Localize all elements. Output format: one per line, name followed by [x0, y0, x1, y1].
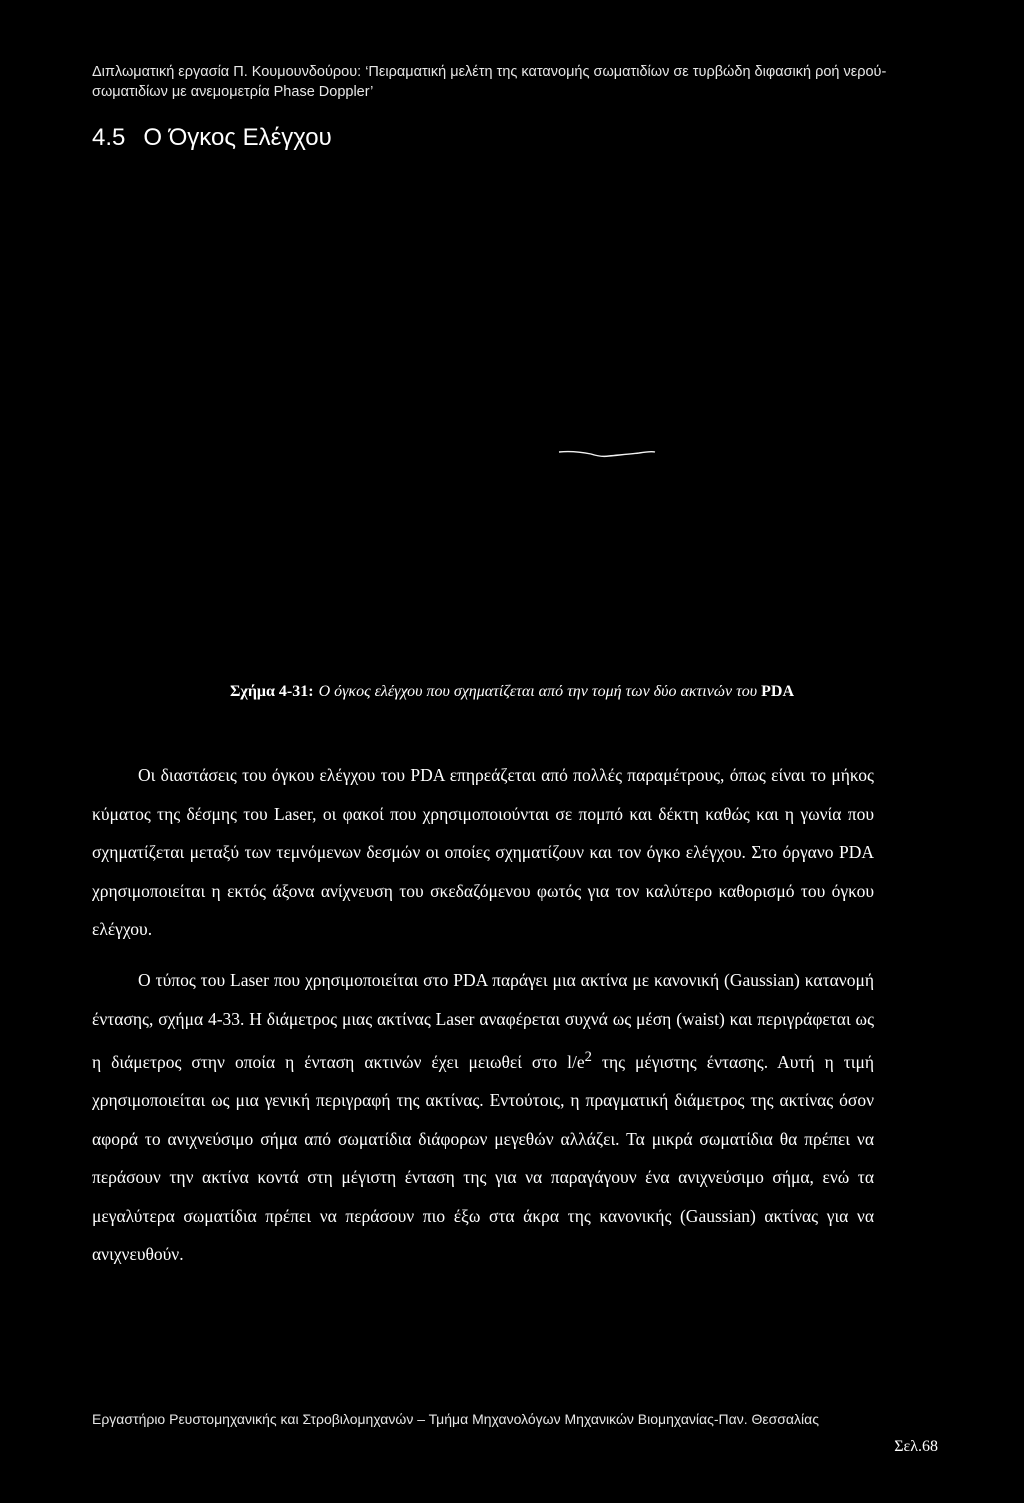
running-footer: Εργαστήριο Ρευστομηχανικής και Στροβιλομηχανών – Τμήμα Μηχανολόγων Μηχανικών Βιομηχανίας-Παν. Θεσσαλίας	[92, 1411, 819, 1427]
figure-remnant-mark	[557, 449, 657, 461]
paragraph-2	[92, 961, 874, 1274]
section-number: 4.5	[92, 124, 126, 151]
paragraph-1-text: Οι διαστάσεις του όγκου ελέγχου του PDA επηρεάζεται από πολλές παραμέτρους, όπως είναι το μήκος κύματος της δέσμης του Laser, οι φακοί που χρησιμοποιούνται σε πομπό και δέκτη καθώς και η γωνία που σχηματίζεται μεταξύ των τεμνόμενων δεσμών οι οποίες σχηματίζουν και τον όγκο ελέγχου. Στο όργανο PDA χρησιμοποιείται η εκτός άξονα ανίχνευση του σκεδαζόμενου φωτός για τον καλύτερο καθορισμό του όγκου ελέγχου.	[92, 765, 874, 939]
paragraph-2-text-start: Ο τύπος του Laser που χρησιμοποιείται στο PDA παράγει μια ακτίνα με κανονική (Gaussian) κατανομή έντασης, σχήμα 4-33. Η διάμετρος μιας ακτίνας Laser αναφέρεται συχνά ως μέση (waist) και περιγράφεται ως η διάμετρος στην οποία η ένταση ακτινών έχει μειωθεί στο l/e	[92, 970, 874, 1072]
section-heading	[92, 124, 332, 152]
figure-caption	[0, 683, 1024, 701]
running-header: Διπλωματική εργασία Π. Κουμουνδούρου: ‘Πειραματική μελέτη της κατανομής σωματιδίων σε τυρβώδη διφασική ροή νερού-σωματιδίων με ανεμομετρία Phase Doppler’	[92, 64, 887, 100]
paragraph-2-text-end: της μέγιστης έντασης. Αυτή η τιμή χρησιμοποιείται ως μια γενική περιγραφή της ακτίνας. Εντούτοις, η πραγματική διάμετρος της ακτίνας όσον αφορά το ανιχνεύσιμο σήμα από σωματίδια διάφορων μεγεθών αλλάζει. Τα μικρά σωματίδια θα πρέπει να περάσουν την ακτίνα κοντά στη μέγιστη ένταση της για να παραγάγουν ένα ανιχνεύσιμο σήμα, ενώ τα μεγαλύτερα σωματίδια πρέπει να περάσουν πιο έξω στα άκρα της κανονικής (Gaussian) ακτίνας για να ανιχνευθούν.	[92, 1051, 874, 1265]
section-title: Ο Όγκος Ελέγχου	[143, 124, 332, 151]
paragraph-1	[92, 756, 874, 949]
figure-caption-text: Ο όγκος ελέγχου που σχηματίζεται από την τομή των δύο ακτινών του	[318, 683, 758, 700]
figure-caption-tag: PDA	[761, 683, 795, 700]
page-number: Σελ.68	[894, 1438, 938, 1455]
superscript-exponent: 2	[584, 1049, 592, 1065]
figure-caption-label: Σχήμα 4-31:	[229, 683, 314, 700]
